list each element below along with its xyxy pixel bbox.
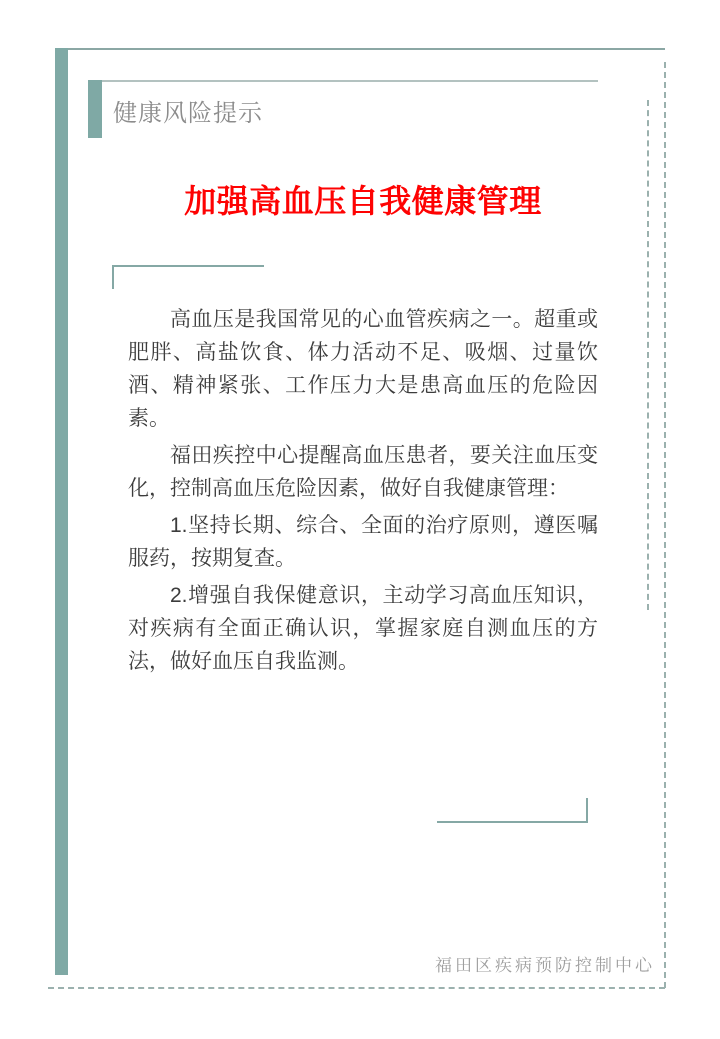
- dashed-inner-line: [647, 100, 649, 610]
- body-text: [128, 303, 598, 682]
- left-accent-bar: [55, 48, 68, 975]
- page-title: 加强高血压自我健康管理: [184, 183, 542, 219]
- corner-bracket-top-left: [112, 265, 264, 289]
- footer-label: 福田区疾病预防控制中心: [435, 956, 655, 975]
- paragraph: 1.坚持长期、综合、全面的治疗原则，遵医嘱服药，按期复查。: [128, 514, 598, 570]
- top-solid-rule: [68, 48, 665, 50]
- header-rule: [102, 80, 598, 82]
- header-label: 健康风险提示: [113, 100, 263, 127]
- paragraph: 高血压是我国常见的心血管疾病之一。超重或肥胖、高盐饮食、体力活动不足、吸烟、过量饮酒、精神紧张、工作压力大是患高血压的危险因素。: [128, 308, 598, 430]
- paragraph: 2.增强自我保健意识，主动学习高血压知识，对疾病有全面正确认识，掌握家庭自测血压的方法，做好血压自我监测。: [128, 584, 598, 673]
- dashed-border-right: [664, 62, 666, 988]
- paragraph: 福田疾控中心提醒高血压患者，要关注血压变化，控制高血压危险因素，做好自我健康管理：: [128, 444, 598, 500]
- corner-bracket-bottom-right: [437, 798, 588, 823]
- header-accent-block: [88, 80, 102, 138]
- dashed-border-bottom: [48, 987, 665, 989]
